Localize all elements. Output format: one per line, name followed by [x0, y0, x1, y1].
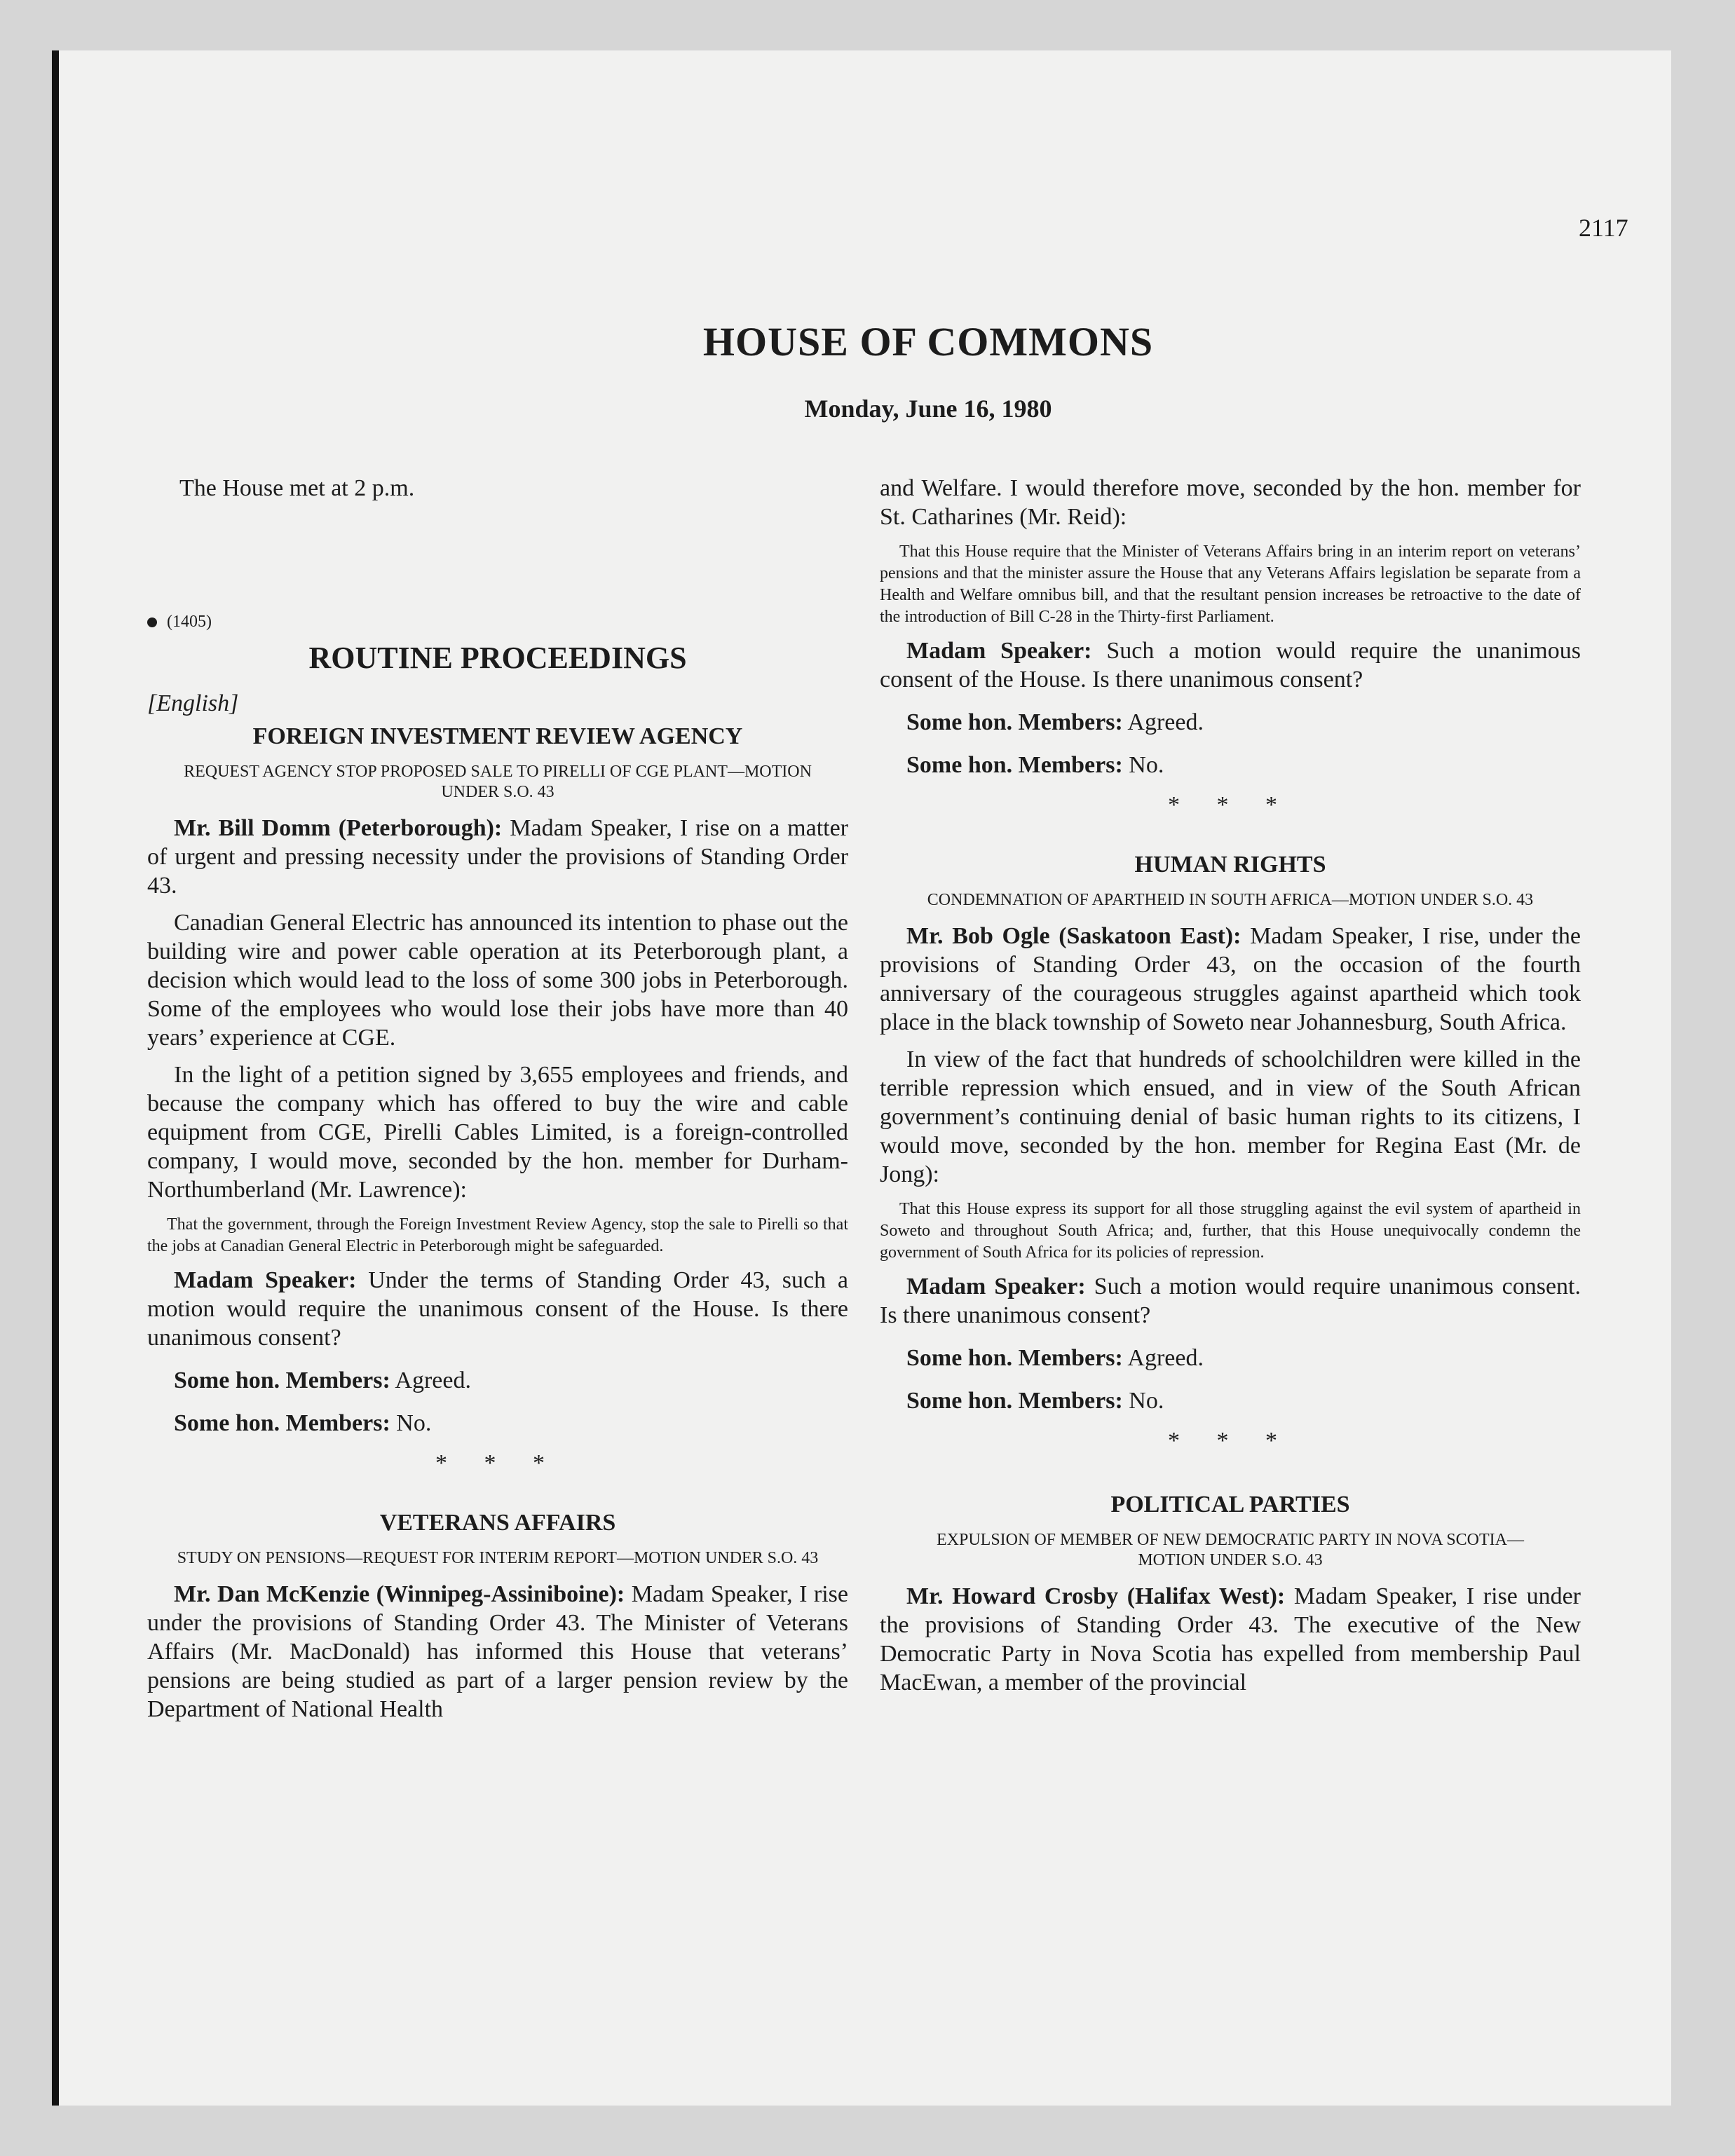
speaker-name: Some hon. Members: [906, 1388, 1123, 1414]
right-column [880, 474, 1581, 1697]
paragraph: In the light of a petition signed by 3,655 employees and friends, and because the company which has offered to buy the wire and cable equipment from CGE, Pirelli Cables Limited, is a foreign-controlled company, I would move, seconded by the hon. member for Durham-Northumberland (Mr. Lawrence): [147, 1062, 848, 1203]
speaker-name: Some hon. Members: [906, 1345, 1123, 1371]
heading-veterans-affairs: VETERANS AFFAIRS [379, 1510, 616, 1536]
members-reply: Some hon. Members: No. [906, 1388, 1164, 1414]
speaker-name: Some hon. Members: [906, 752, 1123, 778]
speaker-name: Mr. Howard Crosby (Halifax West): [906, 1583, 1286, 1609]
subheading-political-parties: EXPULSION OF MEMBER OF NEW DEMOCRATIC PARTY IN NOVA SCOTIA—MOTION UNDER S.O. 43 [937, 1531, 1524, 1569]
paragraph: Mr. Bill Domm (Peterborough): Madam Speaker, I rise on a matter of urgent and pressing necessity under the provisions of Standing Order 43. [147, 815, 848, 899]
subheading-foreign-investment: REQUEST AGENCY STOP PROPOSED SALE TO PIRELLI OF CGE PLANT—MOTION UNDER S.O. 43 [184, 763, 812, 801]
speaker-name: Mr. Bob Ogle (Saskatoon East): [906, 923, 1241, 949]
heading-political-parties: POLITICAL PARTIES [1110, 1492, 1350, 1517]
page-title: HOUSE OF COMMONS [702, 319, 1154, 364]
sitting-opening: The House met at 2 p.m. [179, 475, 415, 501]
heading-human-rights: HUMAN RIGHTS [1134, 852, 1326, 878]
paragraph: Mr. Dan McKenzie (Winnipeg-Assiniboine): Madam Speaker, I rise under the provisions of Standing Order 43. The Minister of Veterans Affairs (Mr. MacDonald) has informed this House that veterans’ pensions are being studied as part of a larger pension review by the Department of National Health [147, 1581, 848, 1722]
time-mark: (1405) [147, 608, 848, 636]
left-column [147, 474, 848, 1724]
paragraph: and Welfare. I would therefore move, seconded by the hon. member for St. Catharines (Mr. Reid): [880, 475, 1581, 530]
members-reply: Some hon. Members: No. [174, 1410, 432, 1436]
speaker-name: Madam Speaker: [906, 1274, 1086, 1299]
section-title: ROUTINE PROCEEDINGS [308, 641, 687, 675]
section-divider: * * * [1168, 792, 1293, 818]
paragraph: Madam Speaker: Under the terms of Standing Order 43, such a motion would require the unanimous consent of the House. Is there unanimous consent? [147, 1267, 848, 1351]
bullet-icon [147, 618, 157, 627]
paragraph: Madam Speaker: Such a motion would require unanimous consent. Is there unanimous consent? [880, 1274, 1581, 1328]
members-reply: Some hon. Members: Agreed. [906, 1345, 1204, 1371]
paragraph: Canadian General Electric has announced its intention to phase out the building wire and power cable operation at its Peterborough plant, a decision which would lead to the loss of some 300 jobs in Peterborough. Some of the employees who would lose their jobs have more than 40 years’ experience at CGE. [147, 910, 848, 1051]
heading-foreign-investment: FOREIGN INVESTMENT REVIEW AGENCY [252, 723, 743, 749]
members-reply: Some hon. Members: Agreed. [906, 709, 1204, 735]
subheading-human-rights: CONDEMNATION OF APARTHEID IN SOUTH AFRICA—MOTION UNDER S.O. 43 [927, 891, 1534, 909]
subheading-veterans-affairs: STUDY ON PENSIONS—REQUEST FOR INTERIM REPORT—MOTION UNDER S.O. 43 [177, 1549, 819, 1567]
speaker-name: Madam Speaker: [174, 1267, 357, 1293]
paragraph: Mr. Howard Crosby (Halifax West): Madam Speaker, I rise under the provisions of Standing Order 43. The executive of the New Democratic Party in Nova Scotia has expelled from membership Paul MacEwan, a member of the provincial [880, 1583, 1581, 1696]
speaker-name: Madam Speaker: [906, 638, 1092, 664]
speaker-name: Mr. Bill Domm (Peterborough): [174, 815, 503, 841]
speaker-name: Mr. Dan McKenzie (Winnipeg-Assiniboine): [174, 1581, 625, 1607]
page-number: 2117 [1579, 214, 1628, 242]
paragraph: Madam Speaker: Such a motion would require the unanimous consent of the House. Is there unanimous consent? [880, 638, 1581, 692]
section-divider: * * * [1168, 1428, 1293, 1454]
paragraph: Mr. Bob Ogle (Saskatoon East): Madam Speaker, I rise, under the provisions of Standing Order 43, on the occasion of the fourth anniversary of the courageous struggles against apartheid which took place in the black township of Soweto near Johannesburg, South Africa. [880, 923, 1581, 1035]
page-date: Monday, June 16, 1980 [804, 395, 1052, 423]
speaker-name: Some hon. Members: [174, 1367, 390, 1393]
motion-text: That this House require that the Minister of Veterans Affairs bring in an interim report on veterans’ pensions and that the minister assure the House that any Veterans Affairs legislation be separate from a Health and Welfare omnibus bill, and that the resultant pension increases be retroactive to the date of the introduction of Bill C-28 in the Thirty-first Parliament. [880, 543, 1581, 626]
language-marker: [English] [147, 690, 239, 716]
speaker-name: Some hon. Members: [174, 1410, 390, 1436]
section-divider: * * * [435, 1450, 560, 1476]
motion-text: That this House express its support for all those struggling against the evil system of apartheid in Soweto and throughout South Africa; and, further, that this House unequivocally condemn the government of South Africa for its policies of repression. [880, 1200, 1581, 1262]
speaker-name: Some hon. Members: [906, 709, 1123, 735]
members-reply: Some hon. Members: Agreed. [174, 1367, 471, 1393]
motion-text: That the government, through the Foreign Investment Review Agency, stop the sale to Pirelli so that the jobs at Canadian General Electric in Peterborough might be safeguarded. [147, 1215, 848, 1255]
paragraph: In view of the fact that hundreds of schoolchildren were killed in the terrible repression which ensued, and in view of the South African government’s continuing denial of basic human rights to its citizens, I would move, seconded by the hon. member for Regina East (Mr. de Jong): [880, 1046, 1581, 1187]
members-reply: Some hon. Members: No. [906, 752, 1164, 778]
